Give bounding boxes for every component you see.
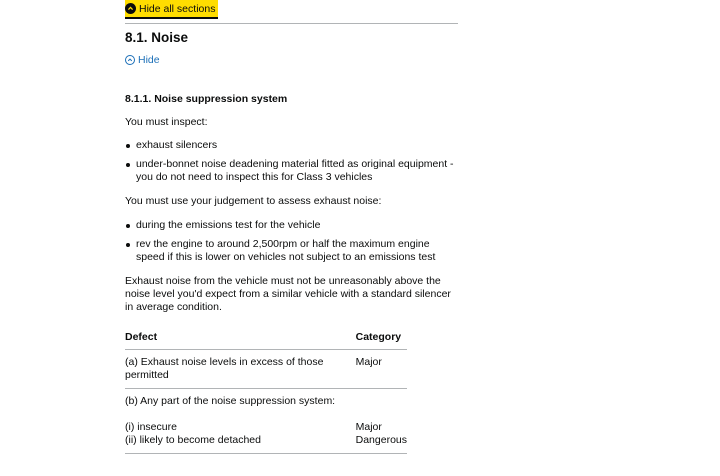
chevron-up-icon	[125, 3, 136, 14]
must-inspect-text: You must inspect:	[125, 116, 208, 128]
list-item: exhaust silencers	[125, 139, 458, 152]
defect-header: Defect	[125, 327, 346, 350]
defect-group-label: (b) Any part of the noise suppression system:	[125, 395, 336, 407]
defect-subitem: (i) insecure	[125, 421, 177, 433]
category-value: Dangerous	[355, 434, 407, 446]
hide-section-label: Hide	[138, 54, 160, 66]
category-cell	[346, 389, 407, 454]
judgement-text: You must use your judgement to assess exhaust noise:	[125, 195, 382, 207]
judgement-list	[125, 219, 458, 270]
subsection-title: 8.1.1. Noise suppression system	[125, 93, 288, 105]
table-row	[125, 389, 407, 454]
exhaust-noise-paragraph: Exhaust noise from the vehicle must not be unreasonably above the noise level you'd expect from a similar vehicle with a standard silencer in average condition.	[125, 275, 451, 313]
hide-all-sections-label: Hide all sections	[139, 2, 216, 15]
category-value: Major	[355, 421, 382, 433]
chevron-up-icon	[125, 55, 135, 65]
section-title: 8.1. Noise	[125, 30, 189, 45]
list-item: under-bonnet noise deadening material fitted as original equipment - you do not need to inspect this for Class 3 vehicles	[125, 158, 458, 184]
defect-cell	[125, 389, 346, 454]
list-item: during the emissions test for the vehicle	[125, 219, 458, 232]
hide-section-button[interactable]	[125, 54, 160, 66]
defect-cell: (a) Exhaust noise levels in excess of those permitted	[125, 350, 346, 389]
inspect-list	[125, 139, 458, 190]
category-cell: Major	[346, 350, 407, 389]
defects-table	[125, 327, 407, 454]
defect-subitem: (ii) likely to become detached	[125, 434, 261, 446]
section-divider	[125, 23, 458, 24]
list-item: rev the engine to around 2,500rpm or half the maximum engine speed if this is lower on vehicles not subject to an emissions test	[125, 238, 458, 264]
table-header-row	[125, 327, 407, 350]
table-row	[125, 350, 407, 389]
hide-all-sections-button[interactable]	[125, 0, 218, 19]
category-header: Category	[346, 327, 407, 350]
